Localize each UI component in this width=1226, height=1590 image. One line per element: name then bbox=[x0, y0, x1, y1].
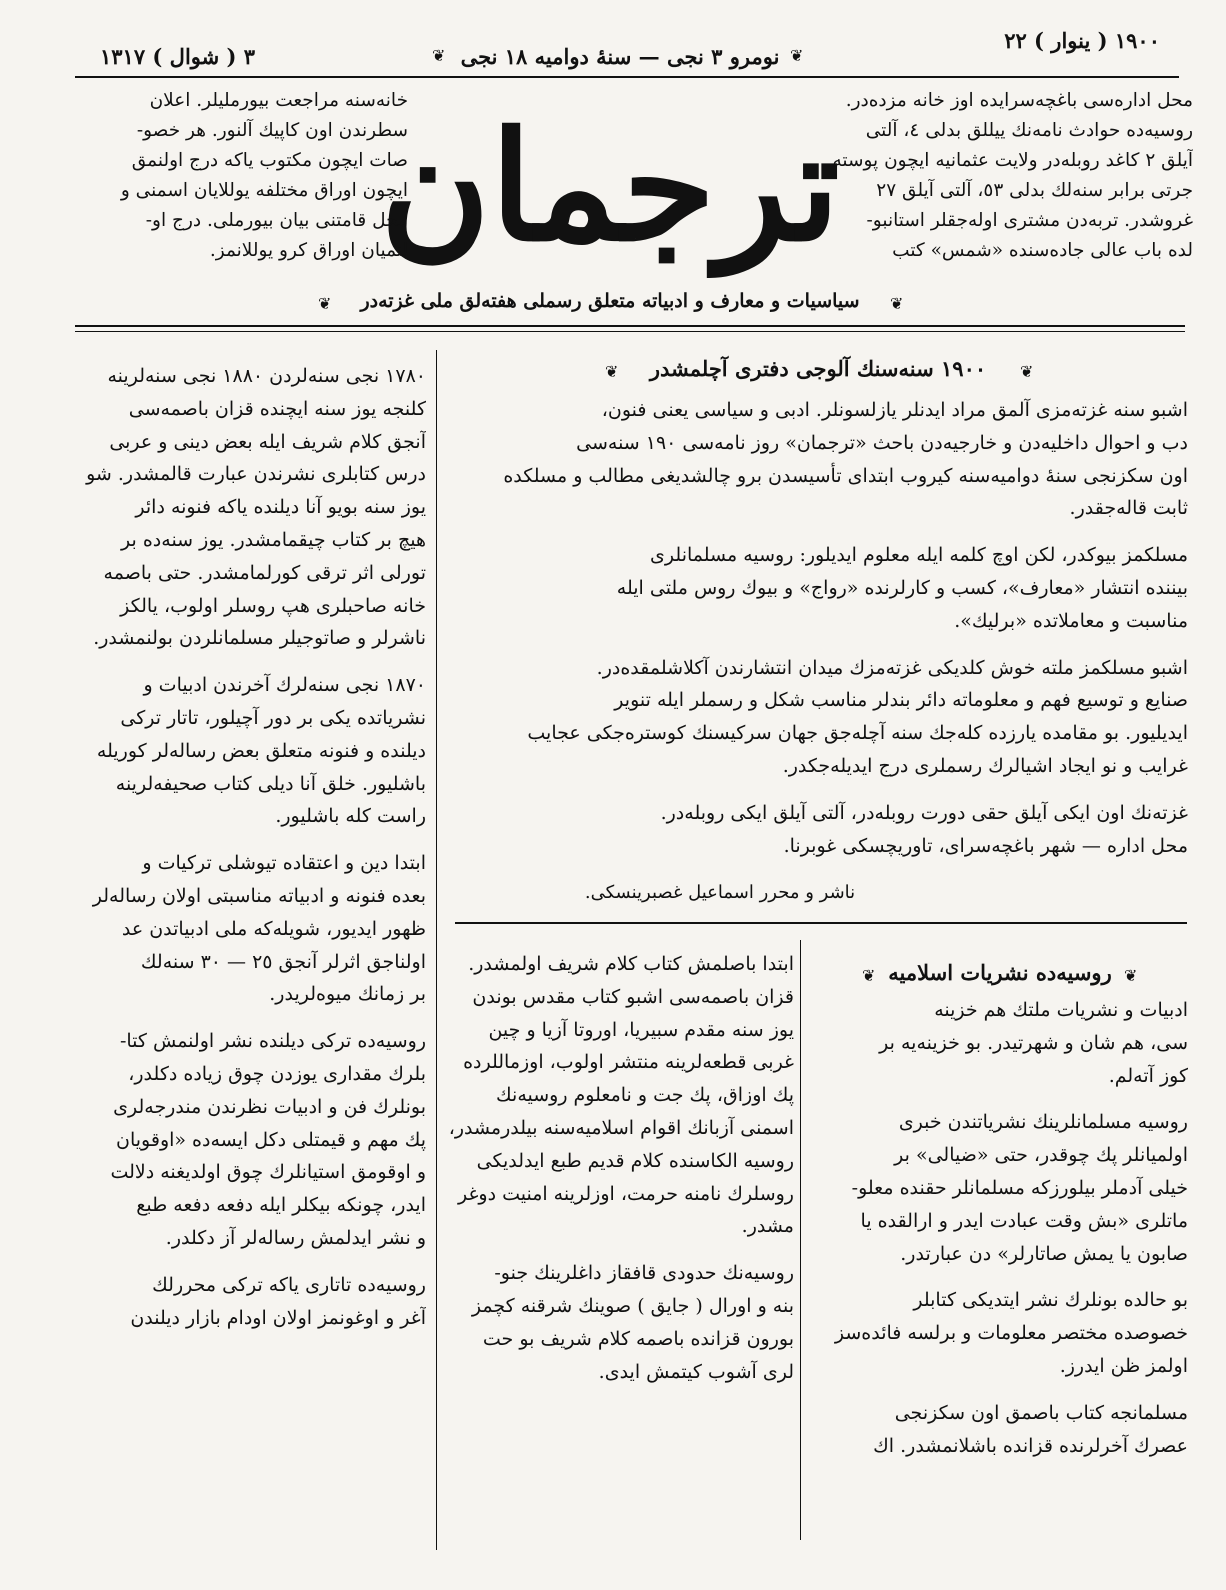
text-line: نشریاتده یکی بر دور آچیلور، تاتار ترکی bbox=[120, 706, 426, 729]
text-line: بلرك مقداری یوزدن چوق زیاده دکلدر، bbox=[128, 1062, 426, 1085]
text-line: خیلی آدملر بیلورزکه مسلمانلر حقنده معلو- bbox=[851, 1176, 1188, 1199]
info-line: آیلق ٢ کاغد روبله‌در ولایت عثمانیه ایچون پوسته bbox=[832, 150, 1193, 171]
text-line: بنه و اورال ( جایق ) صوینك شرقنه کچمز bbox=[471, 1294, 794, 1317]
text-line: راست کله باشلیور. bbox=[275, 805, 426, 828]
text-line: خصوصده مختصر معلومات و برلسه فائده‌سز bbox=[834, 1322, 1188, 1345]
text-line: درس کتابلری نشرندن عبارت قالمشدر. شو bbox=[86, 463, 426, 486]
text-line: مسلکمز بیوکدر، لکن اوچ کلمه ایله معلوم ایدیلور: روسیه مسلمانلری bbox=[650, 544, 1188, 567]
text-line: کوز آته‌لم. bbox=[1108, 1064, 1188, 1087]
text-line: تورلی اثر ترقی کورلمامشدر. حتی باصمه bbox=[103, 561, 426, 584]
ornament-icon: ❦ bbox=[862, 966, 876, 985]
text-line: یوز سنه مقدم سبیریا، اوروتا آزیا و چین bbox=[488, 1018, 794, 1041]
right-column bbox=[808, 994, 1188, 1462]
text-line: ابتدا باصلمش کتاب کلام شریف اولمشدر. bbox=[468, 953, 794, 975]
info-line: ایچون اوراق مختلفه یوللایان اسمنی و bbox=[120, 180, 408, 201]
info-line: لده باب عالی جاده‌سنده «شمس» کتب bbox=[892, 240, 1193, 261]
issue-line: نومرو ٣ نجی — سنهٔ دوامیه ١٨ نجی bbox=[460, 44, 780, 69]
text-line: بر زمانك میوه‌لریدر. bbox=[269, 983, 426, 1006]
info-line: لنمیان اوراق کرو یوللانمز. bbox=[209, 240, 408, 261]
section-rule bbox=[455, 922, 1187, 924]
text-line: روسیه الکاسنده کلام قدیم طبع ایدلدیکی bbox=[476, 1149, 794, 1172]
ornament-icon: ❦ bbox=[432, 46, 446, 65]
text-line: روسیه مسلمانلرینك نشریاتندن خبری bbox=[898, 1111, 1188, 1134]
text-line: محل اداره — شهر باغچه‌سرای، تاوریچسکی غوبرنا. bbox=[783, 834, 1188, 857]
masthead-rule bbox=[75, 331, 1185, 332]
text-line: کلنجه یوز سنه ایچنده قزان باصمه‌سی bbox=[128, 397, 426, 420]
info-line: جرتی برابر سنه‌لك بدلی ٥٣، آلتی آیلق ٢٧ bbox=[876, 180, 1193, 201]
text-line: مشدر. bbox=[741, 1215, 794, 1238]
text-line: اشبو سنه غزته‌مزی آلمق مراد ایدنلر یازلسونلر. ادبی و سیاسی یعنی فنون، bbox=[601, 399, 1188, 421]
lead-article-heading: ١٩٠٠ سنه‌سنك آلوجی دفتری آچلمشدر bbox=[649, 356, 987, 381]
text-line: مناسبت و معاملاتده «برلیك». bbox=[954, 609, 1188, 632]
date-left: ٣ ( شوال ) ١٣١٧ bbox=[100, 44, 256, 69]
text-line: یوز سنه بویو آنا دیلنده یاکه فنونه دائر bbox=[135, 496, 426, 519]
text-line: سی، هم شان و شهرتیدر. بو خزینه‌یه بر bbox=[879, 1031, 1188, 1054]
info-line: غروشدر. تربه‌دن مشتری اوله‌جقلر استانبو- bbox=[866, 210, 1193, 231]
text-line: باشلیور. خلق آنا دیلی کتاب صحیفه‌لرینه bbox=[115, 772, 426, 795]
text-line: بعده فنونه و ادبیاته مناسبتی اولان رساله‌لر bbox=[92, 884, 426, 907]
text-line: ظهور ایدیور، شویله‌که ملی ادبیاتدن عد bbox=[121, 917, 426, 940]
text-line: دیلنده و فنونه متعلق بعض رساله‌لر کوریله bbox=[96, 739, 426, 762]
text-line: غرایب و نو ایجاد اشیالرك رسملری درج ایدیله‌جکدر. bbox=[782, 754, 1188, 777]
text-line: آنجق کلام شریف ایله بعض دینی و عربی bbox=[109, 430, 426, 453]
text-line: هیچ بر کتاب چیقمامشدر. یوز سنه‌ده بر bbox=[121, 528, 426, 551]
middle-column bbox=[442, 948, 794, 1388]
info-line: محل اداره‌سی باغچه‌سرایده اوز خانه مزده‌در. bbox=[845, 90, 1193, 111]
text-line: اولمز ظن ایدرز. bbox=[1059, 1354, 1188, 1377]
text-line: و اوقومق استیانلرك چوق اولدیغنه دلالت bbox=[110, 1161, 426, 1184]
text-line: ادبیات و نشریات ملتك هم خزینه bbox=[934, 999, 1188, 1021]
right-column-heading: روسیه‌ده نشریات اسلامیه bbox=[888, 960, 1112, 985]
column-rule bbox=[436, 350, 437, 1550]
text-line: ثابت قاله‌جقدر. bbox=[1069, 497, 1188, 520]
date-right: ١٩٠٠ ( ینوار ) ٢٢ bbox=[1004, 28, 1160, 53]
ornament-icon: ❦ bbox=[605, 362, 619, 381]
text-line: اسمنی آزبانك اقوام اسلامیه‌سنه بیلدرمشدر، bbox=[448, 1116, 794, 1139]
text-line: اولمیانلر پك چوقدر، حتی «ضیالی» بر bbox=[894, 1144, 1188, 1167]
lead-article-body bbox=[450, 394, 1188, 862]
text-line: مسلمانجه کتاب باصمق اون سکزنجی bbox=[894, 1401, 1188, 1424]
text-line: روسلرك نامنه حرمت، اوزلرینه امنیت دوغر bbox=[457, 1182, 794, 1205]
text-line: دب و احوال داخلیه‌دن و خارجیه‌دن باحث «ترجمان» روز نامه‌سی ١٩٠ سنه‌سی bbox=[576, 431, 1188, 454]
text-line: ایدیلیور. بو مقامده یارزده کله‌جك سنه آچله‌جق جهان سرکیسنك کوستره‌جکی عجایب bbox=[527, 722, 1188, 745]
text-line: ١٨٧٠ نجی سنه‌لرك آخرندن ادبیات و bbox=[143, 674, 426, 697]
info-line: محل قامتنی بیان بیورملی. درج او- bbox=[145, 210, 408, 231]
masthead-subtitle: سیاسیات و معارف و ادبیاته متعلق رسملی هفته‌لق ملی غزته‌در bbox=[360, 290, 860, 312]
text-line: اولناجق اثرلر آنجق ٢٥ — ٣٠ سنه‌لك bbox=[140, 950, 426, 973]
text-line: بونلرك فن و ادبیات نظرندن مندرجه‌لری bbox=[113, 1095, 426, 1118]
text-line: پك اوزاق، پك جت و نامعلوم روسیه‌نك bbox=[496, 1084, 794, 1107]
info-line: سطرندن اون کاپیك آلنور. هر خصو- bbox=[136, 120, 408, 141]
text-line: غزته‌نك اون ایکی آیلق حقی دورت روبله‌در، آلتی آیلق ایکی روبله‌در. bbox=[660, 801, 1188, 824]
text-line: و نشر ایدلمش رساله‌لر آز دکلدر. bbox=[165, 1226, 426, 1249]
text-line: اشبو مسلکمز ملته خوش کلدیکی غزته‌مزك میدان انتشارندن آکلاشلمقده‌در. bbox=[596, 656, 1188, 679]
ornament-icon: ❦ bbox=[1124, 966, 1138, 985]
info-line: خانه‌سنه مراجعت بیورملیلر. اعلان bbox=[149, 90, 408, 111]
text-line: ابتدا دین و اعتقاده تیوشلی ترکیات و bbox=[142, 852, 426, 875]
info-line: روسیه‌ده حوادث نامه‌نك ییللق بدلی ٤، آلتی bbox=[865, 120, 1193, 141]
text-line: لری آشوب کیتمش ایدی. bbox=[598, 1360, 794, 1383]
text-line: آغر و اوغونمز اولان اودام بازار دیلندن bbox=[130, 1306, 426, 1329]
text-line: بورون قزانده باصمه کلام شریف بو حت bbox=[482, 1327, 794, 1350]
publisher-signature: ناشر و محرر اسماعیل غصبرینسکی. bbox=[584, 882, 856, 903]
text-line: غربی قطعه‌لرینه منتشر اولوب، اوزماللرده bbox=[463, 1051, 794, 1074]
text-line: صنایع و توسیع فهم و معلوماته دائر بندلر مناسب شکل و رسملر ایله تنویر bbox=[614, 689, 1188, 712]
text-line: قزان باصمه‌سی اشبو کتاب مقدس بوندن bbox=[472, 985, 794, 1008]
left-column bbox=[68, 360, 426, 1334]
text-line: روسیه‌ده تاتاری یاکه ترکی محررلك bbox=[152, 1273, 426, 1296]
subscription-info bbox=[805, 86, 1193, 266]
header-rule bbox=[75, 76, 1179, 78]
info-line: صات ایچون مکتوب یاکه درج اولنمق bbox=[131, 150, 408, 171]
text-line: خانه صاحبلری هپ روسلر اولوب، یالکز bbox=[120, 594, 426, 617]
ornament-icon: ❦ bbox=[318, 294, 332, 313]
masthead-rule bbox=[75, 325, 1185, 327]
ornament-icon: ❦ bbox=[790, 46, 804, 65]
text-line: اون سکزنجی سنهٔ دوامیه‌سنه کیروب ابتدای تأسیسدن برو چالشدیغی مطالب و مسلکده bbox=[503, 464, 1188, 487]
ornament-icon: ❦ bbox=[1020, 362, 1034, 381]
text-line: صابون یا یمش صاتارلر» دن عبارتدر. bbox=[900, 1242, 1188, 1265]
text-line: ماتلری «بش وقت عبادت ایدر و ارالقده یا bbox=[860, 1209, 1188, 1232]
text-line: بیننده انتشار «معارف»، کسب و کارلرنده «رواج» و بیوك روس ملتی ایله bbox=[616, 576, 1188, 599]
ornament-icon: ❦ bbox=[890, 294, 904, 313]
text-line: پك مهم و قیمتلی دکل ایسه‌ده «اوقویان bbox=[116, 1128, 426, 1151]
advertising-info bbox=[78, 86, 408, 266]
text-line: روسیه‌ده ترکی دیلنده نشر اولنمش کتا- bbox=[119, 1030, 426, 1053]
text-line: روسیه‌نك حدودی قافقاز داغلرینك جنو- bbox=[494, 1262, 794, 1285]
text-line: ١٧٨٠ نجی سنه‌لردن ١٨٨٠ نجی سنه‌لرینه bbox=[107, 365, 426, 387]
column-rule bbox=[800, 940, 801, 1540]
text-line: عصرك آخرلرنده قزانده باشلانمشدر. اك bbox=[873, 1434, 1188, 1457]
text-line: ایدر، چونکه بیکلر ایله دفعه دفعه طبع bbox=[136, 1194, 426, 1217]
text-line: بو حالده بونلرك نشر ایتدیکی کتابلر bbox=[913, 1289, 1188, 1312]
text-line: ناشرلر و صاتوجیلر مسلمانلردن بولنمشدر. bbox=[93, 627, 426, 650]
masthead-title: ترجمان bbox=[380, 99, 840, 275]
